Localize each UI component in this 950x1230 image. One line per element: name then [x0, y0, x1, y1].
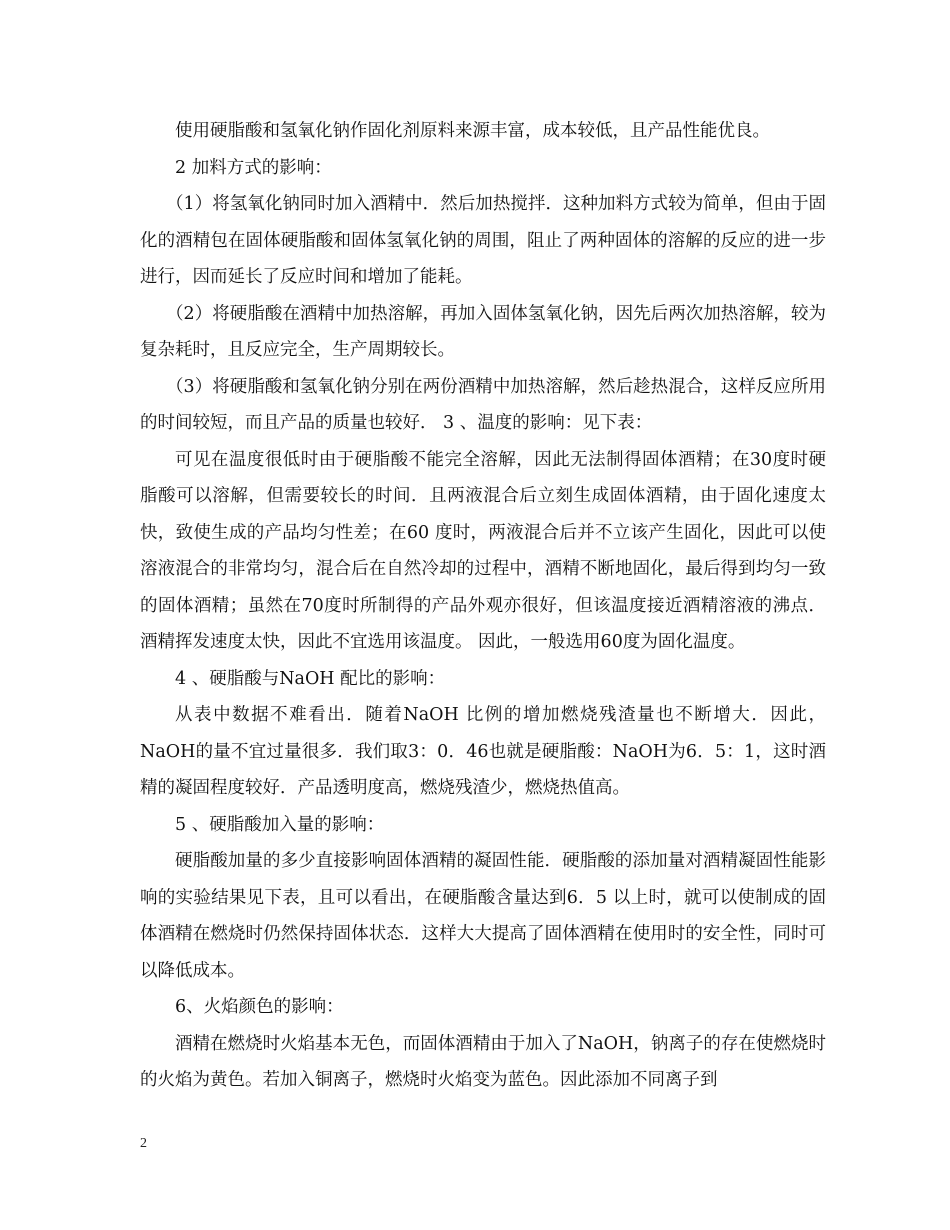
paragraph-naoh-ratio: 从表中数据不难看出．随着NaOH 比例的增加燃烧残渣量也不断增大．因此，NaOH的量不宜过量很多．我们取3：0．46也就是硬脂酸：NaOH为6．5：1，这时酒精的凝固程度较好．产品透明度高，燃烧残渣少，燃烧热值高。	[140, 705, 826, 798]
heading-stearic-amount: 5 、硬脂酸加入量的影响：	[175, 814, 385, 835]
paragraph-method-2: （2）将硬脂酸在酒精中加热溶解，再加入固体氢氧化钠，因先后两次加热溶解，较为复杂耗时，且反应完全，生产周期较长。	[140, 303, 826, 360]
paragraph-method-1: （1）将氢氧化钠同时加入酒精中．然后加热搅拌．这种加料方式较为简单，但由于固化的酒精包在固体硬脂酸和固体氢氧化钠的周围，阻止了两种固体的溶解的反应的进一步进行，因而延长了反应时间和增加了能耗。	[140, 194, 826, 287]
heading-feeding-method: 2 加料方式的影响：	[175, 157, 332, 178]
document-body	[140, 113, 826, 1099]
paragraph-flame-color: 酒精在燃烧时火焰基本无色，而固体酒精由于加入了NaOH，钠离子的存在使燃烧时的火焰为黄色。若加入铜离子，燃烧时火焰变为蓝色。因此添加不同离子到	[140, 1033, 826, 1090]
heading-naoh-ratio: 4 、硬脂酸与NaOH 配比的影响：	[175, 668, 446, 689]
paragraph-method-3: （3）将硬脂酸和氢氧化钠分别在两份酒精中加热溶解，然后趁热混合，这样反应所用的时间较短，而且产品的质量也较好． 3 、温度的影响：见下表：	[140, 376, 826, 433]
paragraph-stearic-amount: 硬脂酸加量的多少直接影响固体酒精的凝固性能．硬脂酸的添加量对酒精凝固性能影响的实验结果见下表，且可以看出，在硬脂酸含量达到6．5 以上时，就可以使制成的固体酒精在燃烧时仍然保持固体状态．这样大大提高了固体酒精在使用时的安全性，同时可以降低成本。	[140, 851, 826, 981]
paragraph-temperature: 可见在温度很低时由于硬脂酸不能完全溶解，因此无法制得固体酒精；在30度时硬脂酸可以溶解，但需要较长的时间．且两液混合后立刻生成固体酒精，由于固化速度太快，致使生成的产品均匀性差；在60 度时，两液混合后并不立该产生固化，因此可以使溶液混合的非常均匀，混合后在自然冷却的过程中，酒精不断地固化，最后得到均匀一致的固体酒精；虽然在70度时所制得的产品外观亦很好，但该温度接近酒精溶液的沸点．酒精挥发速度太快，因此不宜选用该温度。 因此，一般选用60度为固化温度。	[140, 449, 826, 652]
page-number: 2	[140, 1136, 147, 1151]
paragraph-cost: 使用硬脂酸和氢氧化钠作固化剂原料来源丰富，成本较低，且产品性能优良。	[175, 121, 770, 141]
heading-flame-color: 6、火焰颜色的影响：	[175, 997, 344, 1017]
